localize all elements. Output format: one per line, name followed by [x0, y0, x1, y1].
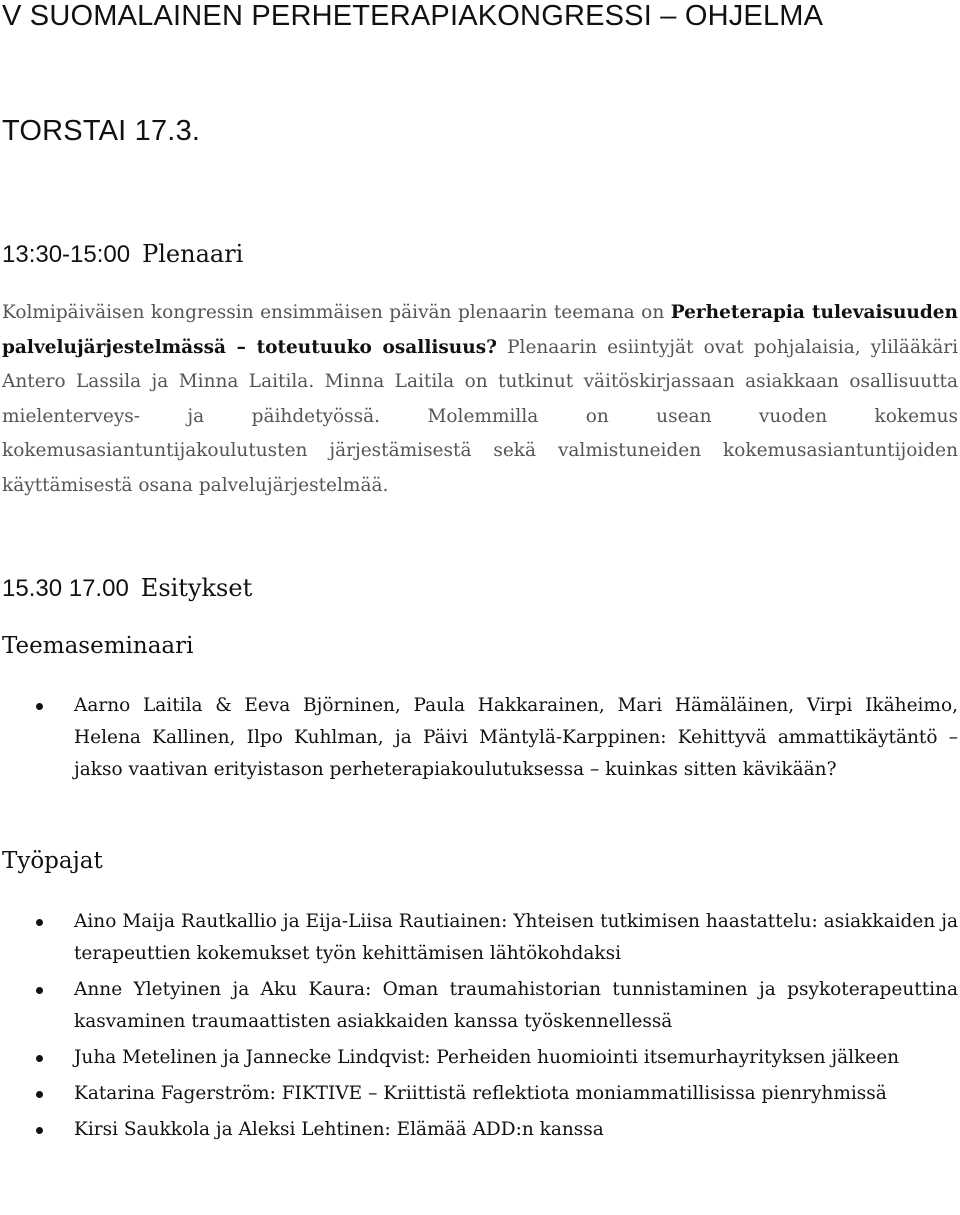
seminar-list [0, 690, 958, 790]
sessions-label: Esitykset [140, 574, 253, 602]
workshop-list [0, 906, 958, 1150]
seminar-item-text: Aarno Laitila & Eeva Björninen, Paula Hakkarainen, Mari Hämäläinen, Virpi Ikäheimo, Helena Kallinen, Ilpo Kuhlman, ja Päivi Mäntylä-Karppinen: Kehittyvä ammattikäytäntö – jakso vaativan erityistason perheterapiakoulutuksessa – kuinkas sitten kävikään? [74, 695, 958, 780]
workshop-item-text: Katarina Fagerström: FIKTIVE – Kriittistä reflektiota moniammatillisissa pienryhmissä [74, 1083, 887, 1104]
list-item [0, 974, 958, 1038]
day-heading: TORSTAI 17.3. [2, 115, 201, 147]
sessions-heading [2, 574, 252, 603]
bullet-icon [36, 919, 43, 926]
plenary-time: 13:30-15:00 [2, 241, 131, 268]
workshop-item-text: Kirsi Saukkola ja Aleksi Lehtinen: Elämää ADD:n kanssa [74, 1119, 604, 1140]
plenary-heading [2, 240, 243, 269]
workshop-item-text: Juha Metelinen ja Jannecke Lindqvist: Perheiden huomiointi itsemurhayrityksen jälkeen [74, 1047, 900, 1068]
page-title: V SUOMALAINEN PERHETERAPIAKONGRESSI – OHJELMA [2, 0, 824, 32]
list-item [0, 1114, 958, 1146]
sessions-time: 15.30 17.00 [2, 575, 129, 602]
plenary-theme: Perheterapia tulevaisuuden palvelujärjestelmässä – toteutuuko osallisuus? [2, 302, 958, 358]
bullet-icon [36, 1055, 43, 1062]
plenary-label: Plenaari [142, 240, 244, 268]
bullet-icon [36, 987, 43, 994]
plenary-intro: Kolmipäiväisen kongressin ensimmäisen päivän plenaarin teemana on [2, 302, 671, 323]
plenary-speakers: Plenaarin esiintyjät ovat pohjalaisia, ylilääkäri Antero Lassila ja Minna Laitila. Minna Laitila on tutkinut väitöskirjassaan asiakkaan osallisuutta mielenterveys- ja päihdetyössä. [2, 336, 958, 427]
bullet-icon [36, 703, 43, 710]
list-item [0, 906, 958, 970]
workshops-heading: Työpajat [2, 848, 103, 874]
plenary-description [2, 296, 958, 503]
bullet-icon [36, 1091, 43, 1098]
list-item [0, 690, 958, 786]
plenary-experience: Molemmilla on usean vuoden kokemus kokemusasiantuntijakoulutusten järjestämisestä sekä valmistuneiden kokemusasiantuntijoiden käyttämisestä osana palvelujärjestelmää. [2, 405, 958, 496]
list-item [0, 1078, 958, 1110]
workshop-item-text: Anne Yletyinen ja Aku Kaura: Oman traumahistorian tunnistaminen ja psykoterapeuttina kasvaminen traumaattisten asiakkaiden kanssa työskennellessä [74, 979, 958, 1032]
seminar-heading: Teemaseminaari [2, 633, 194, 659]
workshop-item-text: Aino Maija Rautkallio ja Eija-Liisa Rautiainen: Yhteisen tutkimisen haastattelu: asiakkaiden ja terapeuttien kokemukset työn kehittämisen lähtökohdaksi [74, 911, 958, 964]
list-item [0, 1042, 958, 1074]
bullet-icon [36, 1127, 43, 1134]
